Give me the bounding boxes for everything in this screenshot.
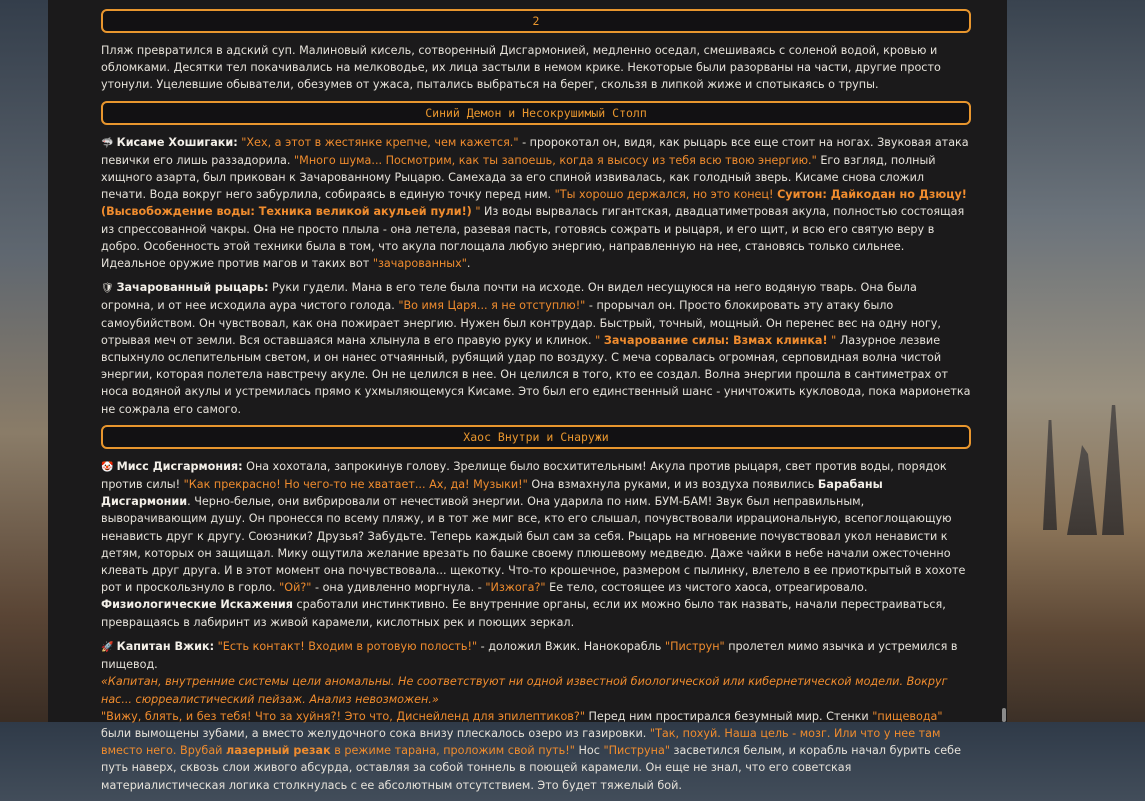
- paragraph-text: - она удивленно моргнула. -: [311, 581, 486, 595]
- quote: "Вижу, блять, и без тебя! Что за хуйня?! Это что, Диснейленд для эпилептиков?": [101, 709, 585, 723]
- item-name: Барабаны Дисгармонии: [101, 478, 883, 509]
- quote: "Пиструна": [603, 744, 670, 758]
- quote: "пищевода": [872, 709, 943, 723]
- kisame-paragraph: [101, 134, 971, 273]
- quote: "Изжога?": [485, 581, 546, 595]
- paragraph-text: Нос: [574, 744, 604, 758]
- quote: "Хех, а этот в жестянке крепче, чем кажется.": [241, 135, 519, 149]
- quote: в режиме тарана, проложим свой путь!": [330, 744, 575, 758]
- scrollbar-thumb[interactable]: [1002, 708, 1006, 722]
- speaker-name: Кисаме Хошигаки:: [116, 135, 238, 149]
- ability-name: Физиологические Искажения: [101, 598, 293, 612]
- clown-icon: 🤡: [101, 461, 114, 473]
- shield-icon: 🛡: [101, 283, 114, 295]
- paragraph-text: .: [466, 257, 471, 271]
- paragraph-text: Его взгляд, полный хищного азарта, был прикован к Зачарованному Рыцарю. Самехада за его спиной извивалась, как голодный зверь. Кисаме снова сложил печати. Вода вокруг него забурлила, собираясь в единую точку перед ним.: [101, 153, 936, 202]
- story-panel: [48, 0, 1007, 792]
- technique-name: Зачарование силы: Взмах клинка!: [603, 333, 828, 347]
- background-left: [0, 0, 48, 722]
- ship-ai-message: «Капитан, внутренние системы цели аномальны. Не соответствуют ни одной известной биологической или кибернетической модели. Вокруг нас... сюрреалистический пейзаж. Анализ невозможен.»: [101, 675, 948, 706]
- quote: "Ой?": [279, 581, 312, 595]
- quote: "Много шума... Посмотрим, как ты запоешь, когда я высосу из тебя всю твою энергию.": [294, 153, 817, 167]
- weapon-name: лазерный резак: [226, 744, 331, 758]
- paragraph-text: Пляж превратился в адский суп. Малиновый кисель, сотворенный Дисгармонией, медленно оседал, смешиваясь с соленой водой, кровью и обломками. Десятки тел покачивались на мелководье, их лица застыли в немом крике. Некоторые были разорваны на части, другие просто утонули. Уцелевшие обыватели, обезумев от ужаса, пытались выбраться на берег, скользя в липкой жиже и спотыкаясь о трупы.: [101, 44, 941, 92]
- paragraph-text: сработали инстинктивно. Ее внутренние органы, если их можно было так назвать, начали перестраиваться, превращаясь в лабиринт из живой карамели, кислотных рек и поющих зеркал.: [101, 598, 946, 629]
- quote: "Ты хорошо держался, но это конец!: [554, 188, 778, 202]
- disharmony-paragraph: [101, 458, 971, 631]
- quote: "Так, похуй. Наша цель - мозг. Или что у нее там вместо него. Врубай: [101, 726, 941, 758]
- paragraph-text: засветился белым, и корабль начал бурить себе путь наверх, сквозь слои живого абсурда, оставляя за собой тоннель в поющей карамели. Он еще не знал, что его советская материалистическая логика столкнулась с ее абсолютным отсутствием. Это будет тяжелый бой.: [101, 744, 961, 792]
- section-header: 2: [101, 9, 971, 33]
- paragraph-text: Лазурное лезвие вспыхнуло ослепительным светом, и он нанес отчаянный, рубящий удар по воздуху. С меча сорвалась огромная, серповидная волна чистой энергии, которая полетела навстречу акуле. Он не целился в нее. Он целился в того, кто ее создал. Волна энергии прошла в сантиметрах от носа водяной акулы и устремилась прямо к ухмыляющемуся Кисаме. Это был его единственный шанс - уничтожить кукловода, пока марионетка не сожрала его самого.: [101, 333, 971, 416]
- paragraph-text: Перед ним простирался безумный мир. Стенки: [584, 709, 873, 723]
- knight-paragraph: [101, 279, 971, 418]
- story-content: [101, 0, 971, 801]
- quote: ": [471, 205, 481, 219]
- technique-name: Суитон: Дайкодан но Дзюцу! (Высвобождение воды: Техника великой акульей пули!): [101, 188, 967, 219]
- speaker-name: Мисс Дисгармония:: [116, 459, 243, 473]
- speaker-name: Зачарованный рыцарь:: [116, 281, 269, 295]
- paragraph-text: Из воды вырвалась гигантская, двадцатиметровая акула, полностью состоящая из спрессованной чакры. Она не просто плыла - она летела, разевая пасть, готовясь сожрать и рыцаря, и его щит, и всю его святую веру в добро. Особенность этой техники была в том, что акула поглощала любую энергию, направленную на нее, становясь только сильнее. Идеальное оружие против магов и таких вот: [101, 205, 965, 271]
- quote: "Пиструн": [664, 639, 725, 653]
- shark-icon: 🦈: [101, 137, 114, 149]
- paragraph-text: Руки гудели. Мана в его теле была почти на исходе. Он видел несущуюся на него водяную тварь. Она была огромна, и от нее исходила аура чистого голода.: [101, 281, 917, 313]
- paragraph-text: . Черно-белые, они вибрировали от нечестивой энергии. Она ударила по ним. БУМ-БАМ! Звук был неправильным, выворачивающим душу. Он пронесся по всему пляжу, и в тот же миг все, кто его слышал, почувствовали иррациональную, всепоглощающую ненависть друг к другу. Союзники? Друзья? Забудьте. Теперь каждый был сам за себя. Рыцарь на мгновение почувствовал укол ненависти к детям, которых он защищал. Мику ощутила желание врезать по башке своему плюшевому медведю. Даже чайки в небе начали ожесточенно клевать друг друга. И в этот момент она почувствовала... щекотку. Что-то крошечное, размером с пылинку, влетело в ее приоткрытый в хохоте рот и проскользнуло в горло.: [101, 495, 966, 595]
- quote: "Во имя Царя... я не отступлю!": [398, 299, 586, 313]
- quote: ": [595, 333, 604, 347]
- quote: "Есть контакт! Входим в ротовую полость!": [214, 639, 478, 653]
- paragraph-text: Ее тело, состоящее из чистого хаоса, отреагировало.: [545, 581, 868, 595]
- quote: ": [827, 333, 837, 347]
- paragraph-text: пролетел мимо язычка и устремился в пищевод.: [101, 639, 958, 672]
- paragraph-text: - прорычал он. Просто блокировать эту атаку было самоубийством. Он чувствовал, как она пожирает энергию. Нужен был контрудар. Быстрый, точный, мощный. Он перенес вес на одну ногу, отрывая меч от земли. Вся оставшаяся мана хлынула в его правую руку и клинок.: [101, 299, 941, 347]
- background-right: [1007, 0, 1145, 722]
- speaker-name: Капитан Вжик:: [116, 639, 215, 653]
- paragraph-text: - доложил Вжик. Нанокорабль: [477, 639, 665, 653]
- paragraph-text: - пророкотал он, видя, как рыцарь все еще стоит на ногах. Звуковая атака певички его лишь раззадорила.: [101, 135, 969, 167]
- captain-paragraph: [101, 638, 971, 794]
- quote: "зачарованных": [372, 257, 467, 271]
- paragraph-text: Она хохотала, запрокинув голову. Зрелище было восхитительным! Акула против рыцаря, свет против воды, порядок против силы!: [101, 459, 947, 492]
- section-header: Синий Демон и Несокрушимый Столп: [101, 101, 971, 125]
- section-header: Хаос Внутри и Снаружи: [101, 425, 971, 449]
- narration-paragraph: [101, 42, 971, 94]
- rocket-icon: 🚀: [101, 641, 114, 653]
- scrollbar[interactable]: [1001, 0, 1007, 722]
- quote: "Как прекрасно! Но чего-то не хватает... Ах, да! Музыки!": [183, 478, 528, 492]
- paragraph-text: были вымощены зубами, а вместо желудочного сока внизу плескалось озеро из газировки.: [101, 726, 650, 740]
- paragraph-text: Она взмахнула руками, и из воздуха появились: [527, 478, 818, 492]
